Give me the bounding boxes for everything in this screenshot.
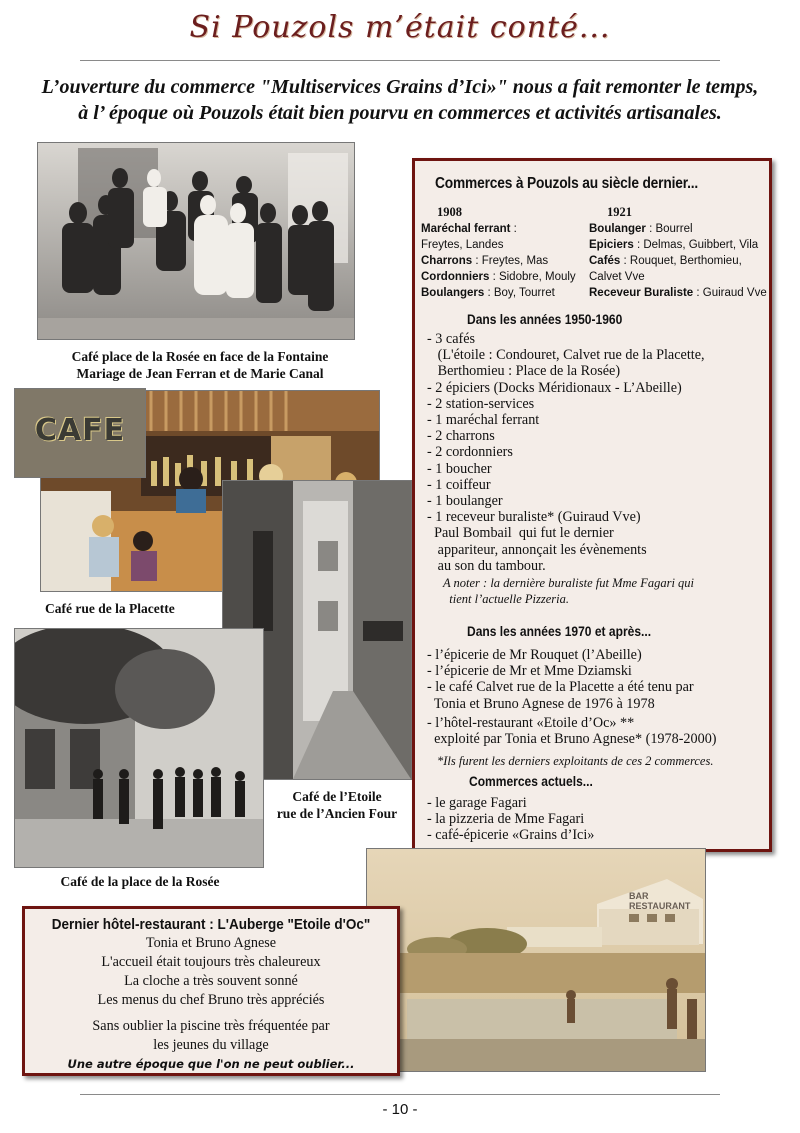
list-item: au son du tambour. <box>427 557 546 574</box>
auberge-tagline: Une autre époque que l'on ne peut oublier... <box>67 1057 355 1071</box>
label-1908-3: Charrons <box>421 255 473 267</box>
etoile-caption <box>262 788 412 822</box>
value-1908-1: : <box>510 223 517 235</box>
list-item: - 1 boulanger <box>427 493 503 510</box>
list-item: - l’épicerie de Mr et Mme Dziamski <box>427 663 632 680</box>
footer-divider <box>80 1094 720 1095</box>
row-1921-5 <box>589 285 775 301</box>
intro-line-1: L’ouverture du commerce "Multiservices Grains d’Ici»" nous a fait remonter le temps, <box>41 76 759 98</box>
value-1908-5: : Boy, Tourret <box>484 287 555 299</box>
label-1908-4: Cordonniers <box>421 271 490 283</box>
auberge-line: L'accueil était toujours très chaleureux <box>101 954 321 970</box>
list-1970-hotel <box>427 715 717 747</box>
value-1921-4: Calvet Vve <box>589 271 645 283</box>
auberge-sign: BAR RESTAURANT <box>629 891 691 911</box>
row-1921-4 <box>589 269 775 285</box>
list-item: - 2 cordonniers <box>427 444 513 461</box>
list-item: - 1 maréchal ferrant <box>427 412 540 429</box>
row-1908-2 <box>421 237 591 253</box>
list-item: - 2 station-services <box>427 395 535 412</box>
rosee-cafe-photo <box>14 628 264 868</box>
auberge-box <box>22 906 400 1076</box>
panel-title: Commerces à Pouzols au siècle dernier... <box>435 175 699 192</box>
list-item: - 3 cafés <box>427 331 476 347</box>
cafe-sign-photo <box>14 388 146 478</box>
list-item: Tonia et Bruno Agnese de 1976 à 1978 <box>427 695 655 712</box>
list-item: - l’épicerie de Mr Rouquet (l’Abeille) <box>427 647 642 663</box>
note-exploitants: *Ils furent les derniers exploitants de ces 2 commerces. <box>437 754 714 768</box>
wedding-caption-line-2: Mariage de Jean Ferran et de Marie Canal <box>76 366 324 381</box>
row-1908-4 <box>421 269 591 285</box>
list-item: - 1 receveur buraliste* (Guiraud Vve) <box>427 509 641 526</box>
label-1921-2: Epiciers <box>589 239 634 251</box>
auberge-title: Dernier hôtel-restaurant : L'Auberge "Etoile d'Oc" <box>51 916 371 933</box>
value-1908-3: : Freytes, Mas <box>472 255 549 267</box>
auberge-photo <box>366 848 706 1072</box>
title-divider <box>80 60 720 61</box>
list-item: - 1 coiffeur <box>427 476 491 493</box>
list-item: - café-épicerie «Grains d’Ici» <box>427 827 595 844</box>
label-1921-3: Cafés <box>589 255 621 267</box>
row-1921-1 <box>589 221 775 237</box>
value-1908-4: : Sidobre, Mouly <box>489 271 576 283</box>
auberge-line: La cloche a très souvent sonné <box>124 973 298 989</box>
year-1908: 1908 <box>437 205 462 219</box>
row-1908-3 <box>421 253 591 269</box>
value-1921-3: : Rouquet, Berthomieu, <box>620 255 742 267</box>
placette-caption: Café rue de la Placette <box>45 601 175 616</box>
list-item: Paul Bombail qui fut le dernier <box>427 525 614 542</box>
wedding-caption-line-1: Café place de la Rosée en face de la Fontaine <box>71 349 329 364</box>
list-item: (L'étoile : Condouret, Calvet rue de la Placette, <box>427 347 705 364</box>
section-actuels: Commerces actuels... <box>469 773 593 789</box>
auberge-line: les jeunes du village <box>153 1037 269 1053</box>
label-1908-5: Boulangers <box>421 287 485 299</box>
auberge-line: Les menus du chef Bruno très appréciés <box>97 992 325 1008</box>
page-title: Si Pouzols m’était conté... <box>189 10 611 45</box>
list-item: exploité par Tonia et Bruno Agnese* (1978-2000) <box>427 731 717 748</box>
list-item: - le garage Fagari <box>427 795 527 811</box>
intro-text <box>20 74 780 126</box>
list-1921 <box>589 221 775 301</box>
label-1921-5: Receveur Buraliste <box>589 287 694 299</box>
list-item: appariteur, annonçait les évènements <box>427 541 647 558</box>
value-1908-2: Freytes, Landes <box>421 239 504 251</box>
commerces-panel <box>412 158 772 852</box>
auberge-line: Tonia et Bruno Agnese <box>145 935 277 951</box>
rosee-caption: Café de la place de la Rosée <box>60 874 220 889</box>
list-item: - la pizzeria de Mme Fagari <box>427 811 585 828</box>
wedding-photo <box>37 142 355 340</box>
wedding-caption <box>20 348 380 382</box>
value-1921-1: : Bourrel <box>645 223 693 235</box>
note-buraliste: A noter : la dernière buraliste fut Mme Fagari qui tient l’actuelle Pizzeria. <box>443 576 695 606</box>
list-item: Berthomieu : Place de la Rosée) <box>427 363 621 380</box>
etoile-caption-line-2: rue de l’Ancien Four <box>276 806 398 821</box>
cafe-sign-text: CAFE <box>34 413 126 448</box>
row-1921-2 <box>589 237 775 253</box>
list-item: - l’hôtel-restaurant «Etoile d’Oc» ** <box>427 715 635 731</box>
value-1921-2: : Delmas, Guibbert, Vila <box>633 239 759 251</box>
value-1921-5: : Guiraud Vve <box>693 287 767 299</box>
list-actuels <box>427 795 594 844</box>
page-number: - 10 - <box>382 1101 418 1118</box>
list-1950-1960 <box>427 331 705 574</box>
row-1908-5 <box>421 285 591 301</box>
section-1970: Dans les années 1970 et après... <box>467 623 652 639</box>
section-1950-1960: Dans les années 1950-1960 <box>467 311 623 327</box>
intro-line-2: à l’ époque où Pouzols était bien pourvu en commerces et activités artisanales. <box>78 102 722 124</box>
label-1908-1: Maréchal ferrant <box>421 223 511 235</box>
list-1908 <box>421 221 591 301</box>
list-item: - le café Calvet rue de la Placette a été tenu par <box>427 679 694 696</box>
row-1908-1 <box>421 221 591 237</box>
auberge-line: Sans oublier la piscine très fréquentée par <box>92 1018 330 1034</box>
list-1970 <box>427 647 694 712</box>
row-1921-3 <box>589 253 775 269</box>
list-item: - 1 boucher <box>427 460 492 477</box>
year-1921: 1921 <box>607 205 632 219</box>
list-item: - 2 épiciers (Docks Méridionaux - L’Abeille) <box>427 379 682 396</box>
list-item: - 2 charrons <box>427 428 495 445</box>
label-1921-1: Boulanger <box>589 223 646 235</box>
etoile-caption-line-1: Café de l’Etoile <box>292 789 382 804</box>
